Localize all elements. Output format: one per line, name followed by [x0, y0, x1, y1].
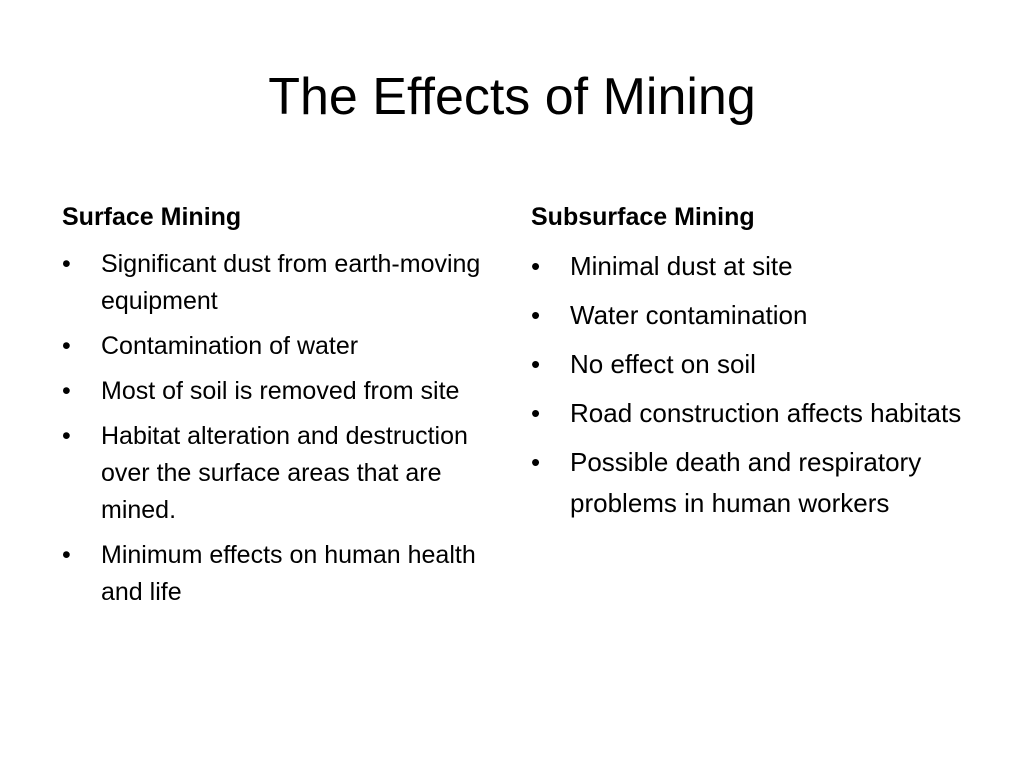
list-item [531, 442, 971, 524]
list-item [531, 344, 971, 385]
bullet-icon: • [62, 422, 71, 450]
list-item [62, 373, 502, 410]
bullet-text: Significant dust from earth-moving equipment [101, 250, 481, 315]
list-item [531, 295, 971, 336]
bullet-text: Habitat alteration and destruction over the surface areas that are mined. [101, 422, 468, 524]
bullet-text: Water contamination [570, 300, 808, 330]
slide-title: The Effects of Mining [268, 68, 756, 126]
bullet-icon: • [531, 251, 541, 281]
bullet-text: Minimum effects on human health and life [101, 541, 476, 606]
bullet-icon: • [531, 398, 541, 428]
list-item [62, 246, 502, 320]
bullet-text: Contamination of water [101, 332, 359, 360]
list-item [62, 328, 502, 365]
bullet-icon: • [531, 349, 541, 379]
subsurface-mining-column [531, 200, 971, 532]
list-item [62, 418, 502, 529]
bullet-list-surface-mining [62, 246, 502, 611]
bullet-icon: • [62, 377, 71, 405]
bullet-text: No effect on soil [570, 349, 756, 379]
bullet-icon: • [531, 300, 541, 330]
column-heading-subsurface-mining: Subsurface Mining [531, 203, 755, 231]
bullet-icon: • [531, 447, 541, 477]
bullet-text: Possible death and respiratory problems in human workers [570, 447, 922, 518]
bullet-icon: • [62, 541, 71, 569]
bullet-text: Minimal dust at site [570, 251, 793, 281]
bullet-list-subsurface-mining [531, 246, 971, 524]
bullet-icon: • [62, 332, 71, 360]
list-item [531, 246, 971, 287]
list-item [531, 393, 971, 434]
bullet-text: Most of soil is removed from site [101, 377, 460, 405]
surface-mining-column [62, 200, 502, 619]
bullet-icon: • [62, 250, 71, 278]
column-heading-surface-mining: Surface Mining [62, 203, 242, 231]
bullet-text: Road construction affects habitats [570, 398, 962, 428]
list-item [62, 537, 502, 611]
